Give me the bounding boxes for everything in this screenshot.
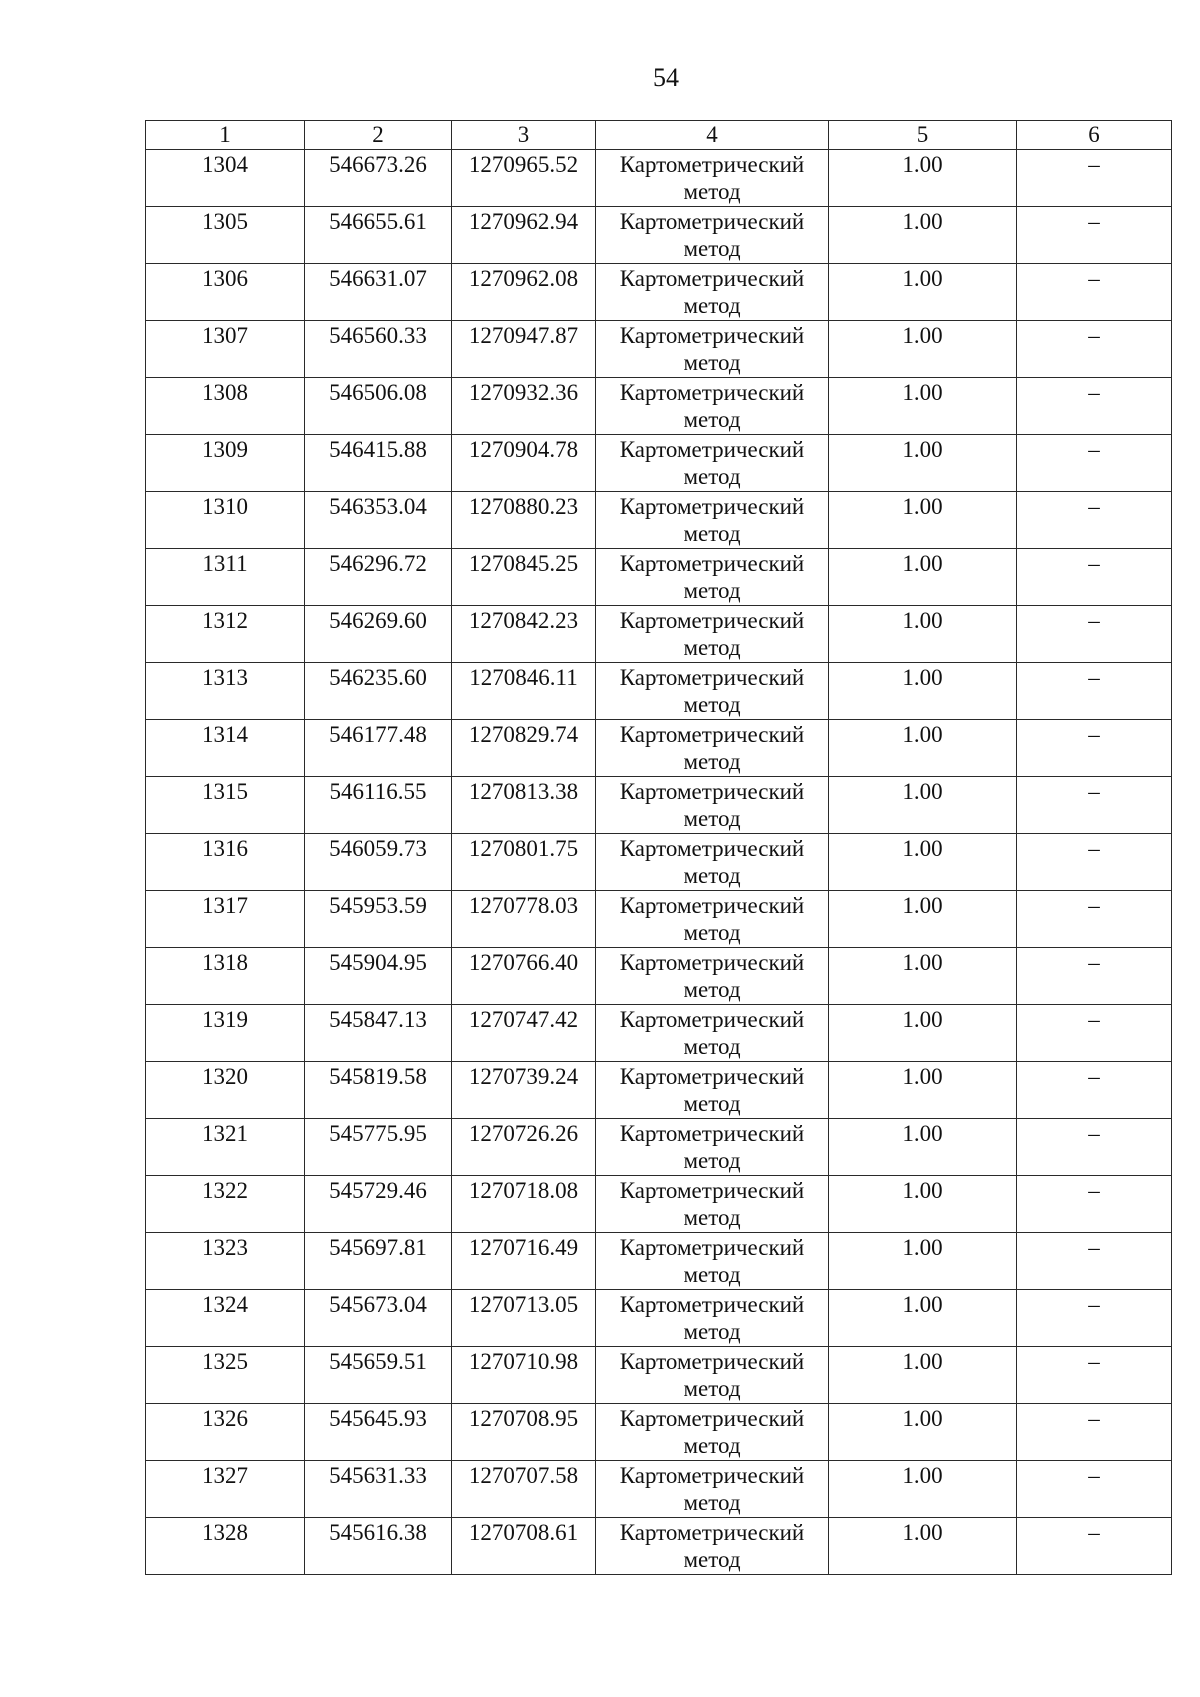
point-number-cell: 1313: [146, 663, 305, 720]
method-line: Картометрический: [619, 1292, 805, 1317]
method-cell: [596, 321, 829, 378]
accuracy-cell: 1.00: [829, 720, 1017, 777]
method-line: Картометрический: [619, 1121, 805, 1146]
note-cell: –: [1017, 321, 1172, 378]
note-cell: –: [1017, 549, 1172, 606]
accuracy-cell: 1.00: [829, 1233, 1017, 1290]
y-coordinate-cell: 1270739.24: [452, 1062, 596, 1119]
table-row: [146, 1233, 1172, 1290]
note-cell: –: [1017, 1176, 1172, 1233]
note-cell: –: [1017, 948, 1172, 1005]
x-coordinate-cell: 546353.04: [305, 492, 452, 549]
point-number-cell: 1314: [146, 720, 305, 777]
method-line: метод: [683, 578, 741, 603]
point-number-cell: 1327: [146, 1461, 305, 1518]
note-cell: –: [1017, 435, 1172, 492]
accuracy-cell: 1.00: [829, 1119, 1017, 1176]
point-number-cell: 1325: [146, 1347, 305, 1404]
method-line: Картометрический: [619, 893, 805, 918]
table-row: [146, 150, 1172, 207]
note-cell: –: [1017, 1347, 1172, 1404]
point-number-cell: 1304: [146, 150, 305, 207]
point-number-cell: 1308: [146, 378, 305, 435]
method-line: метод: [683, 350, 741, 375]
method-line: метод: [683, 1319, 741, 1344]
x-coordinate-cell: 546560.33: [305, 321, 452, 378]
method-line: Картометрический: [619, 779, 805, 804]
table-body: [146, 150, 1172, 1575]
x-coordinate-cell: 546655.61: [305, 207, 452, 264]
point-number-cell: 1312: [146, 606, 305, 663]
table-row: [146, 720, 1172, 777]
point-number-cell: 1307: [146, 321, 305, 378]
table-row: [146, 663, 1172, 720]
method-line: Картометрический: [619, 722, 805, 747]
point-number-cell: 1317: [146, 891, 305, 948]
method-cell: [596, 1119, 829, 1176]
y-coordinate-cell: 1270932.36: [452, 378, 596, 435]
x-coordinate-cell: 546116.55: [305, 777, 452, 834]
method-cell: [596, 1062, 829, 1119]
x-coordinate-cell: 546235.60: [305, 663, 452, 720]
x-coordinate-cell: 546673.26: [305, 150, 452, 207]
coordinates-table: [145, 120, 1172, 1575]
x-coordinate-cell: 546059.73: [305, 834, 452, 891]
x-coordinate-cell: 546506.08: [305, 378, 452, 435]
method-line: метод: [683, 863, 741, 888]
point-number-cell: 1309: [146, 435, 305, 492]
table-row: [146, 834, 1172, 891]
table-row: [146, 1518, 1172, 1575]
x-coordinate-cell: 545729.46: [305, 1176, 452, 1233]
method-cell: [596, 1176, 829, 1233]
accuracy-cell: 1.00: [829, 378, 1017, 435]
method-line: Картометрический: [619, 1349, 805, 1374]
table-row: [146, 891, 1172, 948]
method-line: Картометрический: [619, 380, 805, 405]
note-cell: –: [1017, 1404, 1172, 1461]
y-coordinate-cell: 1270947.87: [452, 321, 596, 378]
y-coordinate-cell: 1270965.52: [452, 150, 596, 207]
x-coordinate-cell: 545616.38: [305, 1518, 452, 1575]
x-coordinate-cell: 545775.95: [305, 1119, 452, 1176]
note-cell: –: [1017, 606, 1172, 663]
method-line: Картометрический: [619, 1520, 805, 1545]
y-coordinate-cell: 1270726.26: [452, 1119, 596, 1176]
y-coordinate-cell: 1270842.23: [452, 606, 596, 663]
table-row: [146, 1119, 1172, 1176]
method-line: Картометрический: [619, 1007, 805, 1032]
method-line: Картометрический: [619, 266, 805, 291]
accuracy-cell: 1.00: [829, 435, 1017, 492]
method-line: Картометрический: [619, 1178, 805, 1203]
method-cell: [596, 264, 829, 321]
table-row: [146, 435, 1172, 492]
y-coordinate-cell: 1270962.08: [452, 264, 596, 321]
table-header-row: [146, 121, 1172, 150]
y-coordinate-cell: 1270747.42: [452, 1005, 596, 1062]
method-line: метод: [683, 1091, 741, 1116]
note-cell: –: [1017, 663, 1172, 720]
y-coordinate-cell: 1270707.58: [452, 1461, 596, 1518]
accuracy-cell: 1.00: [829, 1062, 1017, 1119]
method-cell: [596, 948, 829, 1005]
y-coordinate-cell: 1270880.23: [452, 492, 596, 549]
x-coordinate-cell: 545847.13: [305, 1005, 452, 1062]
accuracy-cell: 1.00: [829, 1518, 1017, 1575]
method-cell: [596, 1347, 829, 1404]
x-coordinate-cell: 546177.48: [305, 720, 452, 777]
point-number-cell: 1306: [146, 264, 305, 321]
accuracy-cell: 1.00: [829, 1461, 1017, 1518]
method-line: метод: [683, 1547, 741, 1572]
method-line: метод: [683, 749, 741, 774]
x-coordinate-cell: 546269.60: [305, 606, 452, 663]
method-line: метод: [683, 521, 741, 546]
method-cell: [596, 378, 829, 435]
point-number-cell: 1319: [146, 1005, 305, 1062]
note-cell: –: [1017, 492, 1172, 549]
x-coordinate-cell: 546296.72: [305, 549, 452, 606]
method-line: Картометрический: [619, 1406, 805, 1431]
method-cell: [596, 606, 829, 663]
accuracy-cell: 1.00: [829, 834, 1017, 891]
y-coordinate-cell: 1270716.49: [452, 1233, 596, 1290]
method-cell: [596, 663, 829, 720]
method-line: Картометрический: [619, 1064, 805, 1089]
table-row: [146, 777, 1172, 834]
method-line: метод: [683, 977, 741, 1002]
accuracy-cell: 1.00: [829, 948, 1017, 1005]
method-line: Картометрический: [619, 836, 805, 861]
x-coordinate-cell: 545697.81: [305, 1233, 452, 1290]
accuracy-cell: 1.00: [829, 492, 1017, 549]
y-coordinate-cell: 1270708.95: [452, 1404, 596, 1461]
method-line: Картометрический: [619, 152, 805, 177]
y-coordinate-cell: 1270962.94: [452, 207, 596, 264]
note-cell: –: [1017, 207, 1172, 264]
y-coordinate-cell: 1270846.11: [452, 663, 596, 720]
table-row: [146, 207, 1172, 264]
x-coordinate-cell: 545673.04: [305, 1290, 452, 1347]
column-header: 5: [829, 121, 1017, 150]
y-coordinate-cell: 1270845.25: [452, 549, 596, 606]
method-line: метод: [683, 1205, 741, 1230]
point-number-cell: 1321: [146, 1119, 305, 1176]
x-coordinate-cell: 545631.33: [305, 1461, 452, 1518]
note-cell: –: [1017, 1518, 1172, 1575]
table-row: [146, 549, 1172, 606]
point-number-cell: 1316: [146, 834, 305, 891]
y-coordinate-cell: 1270713.05: [452, 1290, 596, 1347]
table-row: [146, 1461, 1172, 1518]
x-coordinate-cell: 545904.95: [305, 948, 452, 1005]
y-coordinate-cell: 1270708.61: [452, 1518, 596, 1575]
point-number-cell: 1324: [146, 1290, 305, 1347]
y-coordinate-cell: 1270766.40: [452, 948, 596, 1005]
table-row: [146, 1005, 1172, 1062]
x-coordinate-cell: 545953.59: [305, 891, 452, 948]
accuracy-cell: 1.00: [829, 1176, 1017, 1233]
note-cell: –: [1017, 264, 1172, 321]
y-coordinate-cell: 1270718.08: [452, 1176, 596, 1233]
method-line: Картометрический: [619, 494, 805, 519]
method-line: метод: [683, 407, 741, 432]
point-number-cell: 1322: [146, 1176, 305, 1233]
method-cell: [596, 207, 829, 264]
method-line: Картометрический: [619, 209, 805, 234]
method-cell: [596, 1005, 829, 1062]
method-line: Картометрический: [619, 1235, 805, 1260]
note-cell: –: [1017, 1062, 1172, 1119]
accuracy-cell: 1.00: [829, 1290, 1017, 1347]
method-cell: [596, 435, 829, 492]
table-row: [146, 948, 1172, 1005]
column-header: 1: [146, 121, 305, 150]
y-coordinate-cell: 1270904.78: [452, 435, 596, 492]
table-row: [146, 1404, 1172, 1461]
method-cell: [596, 492, 829, 549]
table-row: [146, 606, 1172, 663]
method-line: метод: [683, 1376, 741, 1401]
x-coordinate-cell: 545659.51: [305, 1347, 452, 1404]
method-cell: [596, 891, 829, 948]
note-cell: –: [1017, 1005, 1172, 1062]
method-line: Картометрический: [619, 551, 805, 576]
method-cell: [596, 1404, 829, 1461]
method-cell: [596, 150, 829, 207]
note-cell: –: [1017, 834, 1172, 891]
method-line: метод: [683, 179, 741, 204]
x-coordinate-cell: 545645.93: [305, 1404, 452, 1461]
y-coordinate-cell: 1270813.38: [452, 777, 596, 834]
note-cell: –: [1017, 378, 1172, 435]
note-cell: –: [1017, 777, 1172, 834]
table-row: [146, 1347, 1172, 1404]
accuracy-cell: 1.00: [829, 264, 1017, 321]
method-cell: [596, 1461, 829, 1518]
point-number-cell: 1320: [146, 1062, 305, 1119]
point-number-cell: 1318: [146, 948, 305, 1005]
note-cell: –: [1017, 891, 1172, 948]
note-cell: –: [1017, 150, 1172, 207]
accuracy-cell: 1.00: [829, 606, 1017, 663]
method-line: метод: [683, 1148, 741, 1173]
table-row: [146, 1290, 1172, 1347]
method-line: Картометрический: [619, 323, 805, 348]
method-line: метод: [683, 1034, 741, 1059]
accuracy-cell: 1.00: [829, 321, 1017, 378]
accuracy-cell: 1.00: [829, 1404, 1017, 1461]
accuracy-cell: 1.00: [829, 549, 1017, 606]
point-number-cell: 1310: [146, 492, 305, 549]
point-number-cell: 1323: [146, 1233, 305, 1290]
column-header: 4: [596, 121, 829, 150]
method-cell: [596, 834, 829, 891]
y-coordinate-cell: 1270801.75: [452, 834, 596, 891]
method-line: метод: [683, 464, 741, 489]
y-coordinate-cell: 1270710.98: [452, 1347, 596, 1404]
method-line: метод: [683, 293, 741, 318]
point-number-cell: 1326: [146, 1404, 305, 1461]
method-line: Картометрический: [619, 1463, 805, 1488]
accuracy-cell: 1.00: [829, 777, 1017, 834]
note-cell: –: [1017, 1233, 1172, 1290]
method-cell: [596, 777, 829, 834]
method-line: метод: [683, 236, 741, 261]
note-cell: –: [1017, 1461, 1172, 1518]
method-cell: [596, 1518, 829, 1575]
accuracy-cell: 1.00: [829, 207, 1017, 264]
table-row: [146, 264, 1172, 321]
point-number-cell: 1305: [146, 207, 305, 264]
y-coordinate-cell: 1270778.03: [452, 891, 596, 948]
method-line: Картометрический: [619, 665, 805, 690]
table-row: [146, 321, 1172, 378]
method-cell: [596, 1290, 829, 1347]
note-cell: –: [1017, 1119, 1172, 1176]
page-number: 54: [653, 63, 679, 92]
table-row: [146, 378, 1172, 435]
method-line: Картометрический: [619, 437, 805, 462]
method-cell: [596, 1233, 829, 1290]
x-coordinate-cell: 546631.07: [305, 264, 452, 321]
method-line: метод: [683, 1262, 741, 1287]
method-cell: [596, 720, 829, 777]
method-line: Картометрический: [619, 950, 805, 975]
x-coordinate-cell: 545819.58: [305, 1062, 452, 1119]
point-number-cell: 1315: [146, 777, 305, 834]
table-row: [146, 1062, 1172, 1119]
accuracy-cell: 1.00: [829, 891, 1017, 948]
y-coordinate-cell: 1270829.74: [452, 720, 596, 777]
method-line: Картометрический: [619, 608, 805, 633]
accuracy-cell: 1.00: [829, 663, 1017, 720]
method-line: метод: [683, 1433, 741, 1458]
method-line: метод: [683, 635, 741, 660]
note-cell: –: [1017, 1290, 1172, 1347]
point-number-cell: 1311: [146, 549, 305, 606]
accuracy-cell: 1.00: [829, 1347, 1017, 1404]
method-line: метод: [683, 920, 741, 945]
accuracy-cell: 1.00: [829, 150, 1017, 207]
method-line: метод: [683, 692, 741, 717]
accuracy-cell: 1.00: [829, 1005, 1017, 1062]
method-line: метод: [683, 806, 741, 831]
table-row: [146, 1176, 1172, 1233]
method-line: метод: [683, 1490, 741, 1515]
note-cell: –: [1017, 720, 1172, 777]
column-header: 3: [452, 121, 596, 150]
point-number-cell: 1328: [146, 1518, 305, 1575]
column-header: 6: [1017, 121, 1172, 150]
column-header: 2: [305, 121, 452, 150]
method-cell: [596, 549, 829, 606]
x-coordinate-cell: 546415.88: [305, 435, 452, 492]
table-row: [146, 492, 1172, 549]
